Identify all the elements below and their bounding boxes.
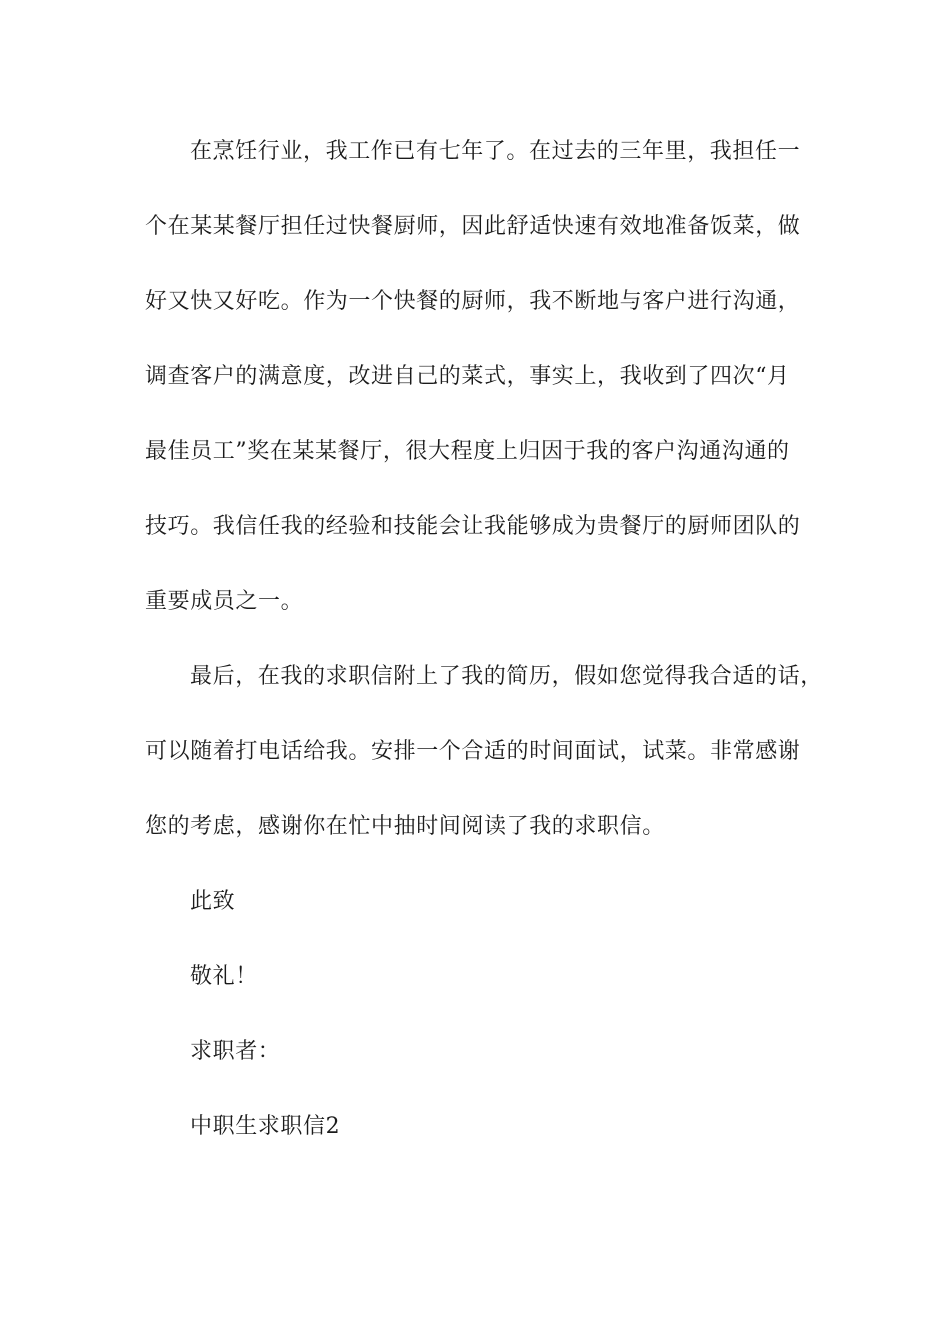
paragraph-2-line-1: 最后，在我的求职信附上了我的简历，假如您觉得我合适的话， xyxy=(190,664,823,689)
paragraph-1-line-7: 重要成员之一。 xyxy=(145,589,304,614)
paragraph-1-line-1: 在烹饪行业，我工作已有七年了。在过去的三年里，我担任一 xyxy=(190,139,801,164)
paragraph-1-line-4: 调查客户的满意度，改进自己的菜式，事实上，我收到了四次“月 xyxy=(145,364,790,389)
paragraph-1-line-2: 个在某某餐厅担任过快餐厨师，因此舒适快速有效地准备饭菜，做 xyxy=(145,214,801,239)
paragraph-1-line-3: 好又快又好吃。作为一个快餐的厨师，我不断地与客户进行沟通， xyxy=(145,289,801,314)
paragraph-1-line-6: 技巧。我信任我的经验和技能会让我能够成为贵餐厅的厨师团队的 xyxy=(145,514,801,539)
paragraph-2-line-2: 可以随着打电话给我。安排一个合适的时间面试，试菜。非常感谢 xyxy=(145,739,801,764)
paragraph-1-line-5: 最佳员工”奖在某某餐厅，很大程度上归因于我的客户沟通沟通的 xyxy=(145,439,790,464)
closing-regards: 敬礼！ xyxy=(190,964,258,989)
section-heading: 中职生求职信2 xyxy=(190,1114,341,1139)
closing-salutation: 此致 xyxy=(190,889,236,914)
applicant-label: 求职者： xyxy=(190,1039,281,1064)
paragraph-2-line-3: 您的考虑，感谢你在忙中抽时间阅读了我的求职信。 xyxy=(145,814,665,839)
letter-body xyxy=(145,130,825,1180)
